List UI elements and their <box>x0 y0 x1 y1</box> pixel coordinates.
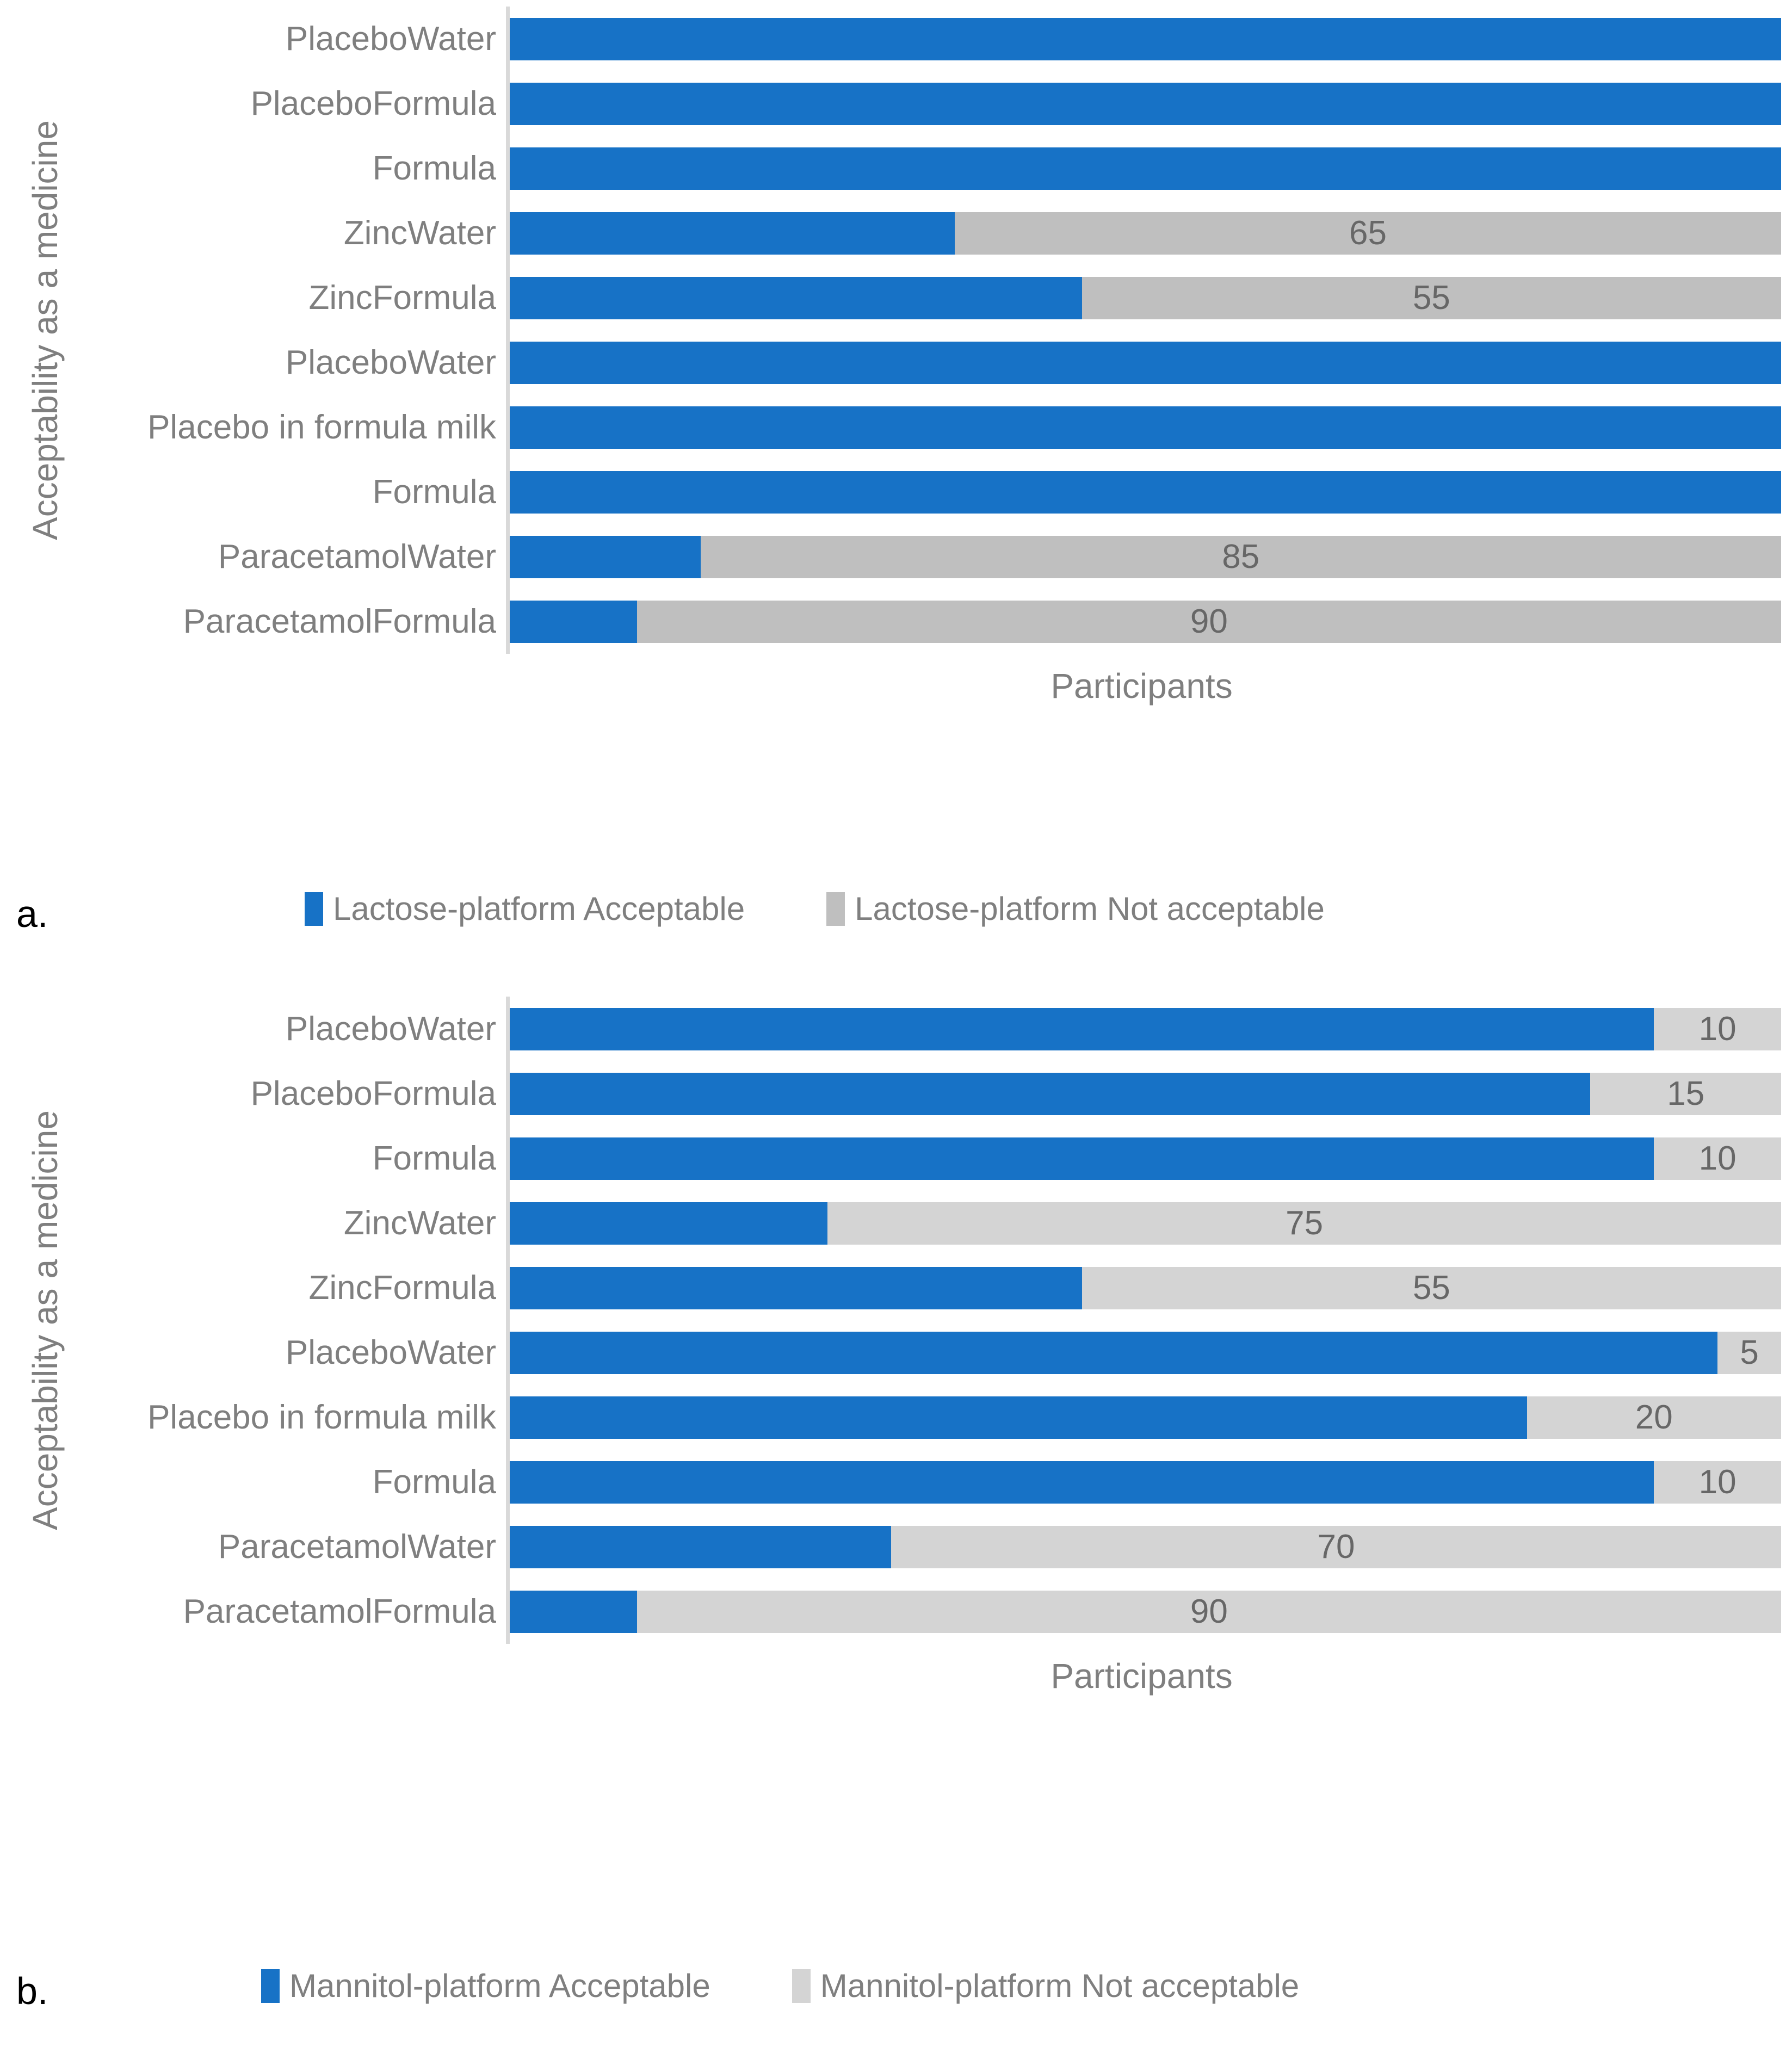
bar-row <box>510 330 1781 395</box>
bar-value-label: 90 <box>1190 1592 1228 1630</box>
category-label: ZincFormula <box>308 1269 496 1307</box>
bar-segment-acceptable <box>510 1591 637 1633</box>
category-label: Formula <box>372 1140 496 1177</box>
panel-letter-a: a. <box>16 893 48 935</box>
y-axis-title-b: Acceptability as a medicine <box>26 1110 65 1530</box>
bar-row <box>510 460 1781 524</box>
category-label: Formula <box>372 150 496 187</box>
bar-segment-acceptable <box>510 1526 891 1568</box>
bar-track <box>510 18 1781 60</box>
bar-row <box>510 395 1781 460</box>
bar-row <box>510 524 1781 589</box>
bar-value-label: 70 <box>1317 1528 1355 1566</box>
legend-label: Mannitol-platform Not acceptable <box>820 1968 1300 2004</box>
bar-value-label: 20 <box>1635 1398 1673 1436</box>
bar-track <box>510 471 1781 514</box>
bar-segment-not-acceptable <box>1654 1137 1781 1180</box>
bar-row <box>510 997 1781 1061</box>
bar-segment-acceptable <box>510 1073 1590 1115</box>
category-label: PlaceboWater <box>285 20 496 58</box>
bar-row <box>510 1320 1781 1385</box>
category-label: PlaceboWater <box>285 1010 496 1048</box>
bar-track <box>510 1396 1781 1439</box>
bar-value-label: 75 <box>1286 1204 1324 1242</box>
bar-row <box>510 136 1781 201</box>
category-label: ZincFormula <box>308 279 496 317</box>
bar-segment-not-acceptable <box>1654 1461 1781 1504</box>
y-axis-title-a: Acceptability as a medicine <box>26 120 65 540</box>
chart-panel-a <box>0 0 1792 974</box>
bar-track <box>510 536 1781 578</box>
category-label: ZincWater <box>343 1204 496 1242</box>
category-label: ParacetamolFormula <box>183 603 496 640</box>
bar-segment-not-acceptable <box>827 1202 1781 1245</box>
bar-row <box>510 1256 1781 1320</box>
legend-label: Lactose-platform Acceptable <box>333 891 745 927</box>
legend-label: Lactose-platform Not acceptable <box>855 891 1325 927</box>
bar-segment-not-acceptable <box>1590 1073 1781 1115</box>
bar-track <box>510 1202 1781 1245</box>
bar-row <box>510 1385 1781 1450</box>
category-label: ParacetamolFormula <box>183 1593 496 1630</box>
category-label: Placebo in formula milk <box>147 1399 496 1436</box>
bar-value-label: 10 <box>1698 1463 1737 1501</box>
bar-row <box>510 1191 1781 1256</box>
bar-segment-not-acceptable <box>637 1591 1781 1633</box>
category-label: PlaceboWater <box>285 1334 496 1371</box>
bar-row <box>510 1061 1781 1126</box>
legend-item[interactable] <box>792 1967 1299 2005</box>
bar-segment-acceptable <box>510 1202 827 1245</box>
bar-segment-not-acceptable <box>1082 277 1781 319</box>
bar-value-label: 10 <box>1698 1010 1737 1048</box>
legend-swatch-not-acceptable-icon <box>826 892 845 926</box>
bar-segment-acceptable <box>510 1137 1654 1180</box>
bar-segment-acceptable <box>510 212 955 255</box>
bar-segment-acceptable <box>510 601 637 643</box>
bar-segment-acceptable <box>510 1461 1654 1504</box>
bar-value-label: 55 <box>1412 1269 1450 1307</box>
bar-value-label: 55 <box>1412 279 1450 317</box>
panel-letter-b: b. <box>16 1970 48 2012</box>
bar-track <box>510 1332 1781 1374</box>
category-label: PlaceboFormula <box>250 1075 496 1112</box>
bar-value-label: 15 <box>1667 1074 1705 1112</box>
bar-track <box>510 1073 1781 1115</box>
bar-track <box>510 601 1781 643</box>
category-label: Formula <box>372 1463 496 1501</box>
category-label: ParacetamolWater <box>218 1528 496 1566</box>
bar-track <box>510 342 1781 384</box>
bar-row <box>510 1126 1781 1191</box>
bar-segment-acceptable <box>510 471 1781 514</box>
bar-track <box>510 83 1781 125</box>
bar-track <box>510 1526 1781 1568</box>
bar-value-label: 85 <box>1222 537 1260 576</box>
bar-row <box>510 265 1781 330</box>
bar-value-label: 90 <box>1190 602 1228 640</box>
category-label: Placebo in formula milk <box>147 409 496 446</box>
bar-segment-acceptable <box>510 1396 1527 1439</box>
bar-segment-acceptable <box>510 83 1781 125</box>
bar-track <box>510 1267 1781 1309</box>
bar-track <box>510 1008 1781 1050</box>
legend-label: Mannitol-platform Acceptable <box>289 1968 710 2004</box>
bar-segment-acceptable <box>510 277 1082 319</box>
bar-row <box>510 589 1781 654</box>
y-axis-category-labels-b <box>65 997 506 1644</box>
bar-segment-not-acceptable <box>955 212 1781 255</box>
category-label: PlaceboWater <box>285 344 496 381</box>
bar-value-label: 5 <box>1740 1333 1759 1371</box>
legend-a <box>305 890 1325 927</box>
bar-segment-not-acceptable <box>1082 1267 1781 1309</box>
bar-segment-acceptable <box>510 1267 1082 1309</box>
bar-segment-not-acceptable <box>701 536 1781 578</box>
plot-area-a <box>506 7 1781 654</box>
bar-segment-acceptable <box>510 406 1781 449</box>
legend-item[interactable] <box>826 890 1325 927</box>
x-axis-title-b: Participants <box>1051 1656 1233 1696</box>
plot-area-b <box>506 997 1781 1644</box>
bar-row <box>510 201 1781 265</box>
legend-b <box>261 1967 1299 2005</box>
bar-row <box>510 1579 1781 1644</box>
bar-segment-acceptable <box>510 1332 1717 1374</box>
bar-track <box>510 1137 1781 1180</box>
bar-segment-not-acceptable <box>637 601 1781 643</box>
category-label: Formula <box>372 473 496 511</box>
bar-row <box>510 1514 1781 1579</box>
bar-segment-not-acceptable <box>1527 1396 1781 1439</box>
bar-track <box>510 1591 1781 1633</box>
bar-track <box>510 406 1781 449</box>
bar-segment-not-acceptable <box>1654 1008 1781 1050</box>
bar-value-label: 65 <box>1349 214 1387 252</box>
bar-track <box>510 277 1781 319</box>
bar-segment-acceptable <box>510 536 701 578</box>
legend-swatch-not-acceptable-icon <box>792 1969 811 2003</box>
bar-segment-not-acceptable <box>891 1526 1781 1568</box>
bar-segment-acceptable <box>510 342 1781 384</box>
bar-row <box>510 1450 1781 1514</box>
bar-track <box>510 147 1781 190</box>
bar-segment-acceptable <box>510 1008 1654 1050</box>
legend-swatch-acceptable-icon <box>305 892 323 926</box>
x-axis-title-a: Participants <box>1051 666 1233 706</box>
bar-track <box>510 1461 1781 1504</box>
legend-swatch-acceptable-icon <box>261 1969 280 2003</box>
chart-panel-b <box>0 990 1792 2053</box>
category-label: ParacetamolWater <box>218 538 496 576</box>
bar-value-label: 10 <box>1698 1139 1737 1177</box>
bar-track <box>510 212 1781 255</box>
bar-segment-not-acceptable <box>1717 1332 1781 1374</box>
bar-row <box>510 7 1781 71</box>
bar-segment-acceptable <box>510 147 1781 190</box>
y-axis-category-labels-a <box>65 7 506 654</box>
category-label: PlaceboFormula <box>250 85 496 122</box>
bar-segment-acceptable <box>510 18 1781 60</box>
category-label: ZincWater <box>343 214 496 252</box>
legend-item[interactable] <box>261 1967 710 2005</box>
legend-item[interactable] <box>305 890 745 927</box>
bar-row <box>510 71 1781 136</box>
